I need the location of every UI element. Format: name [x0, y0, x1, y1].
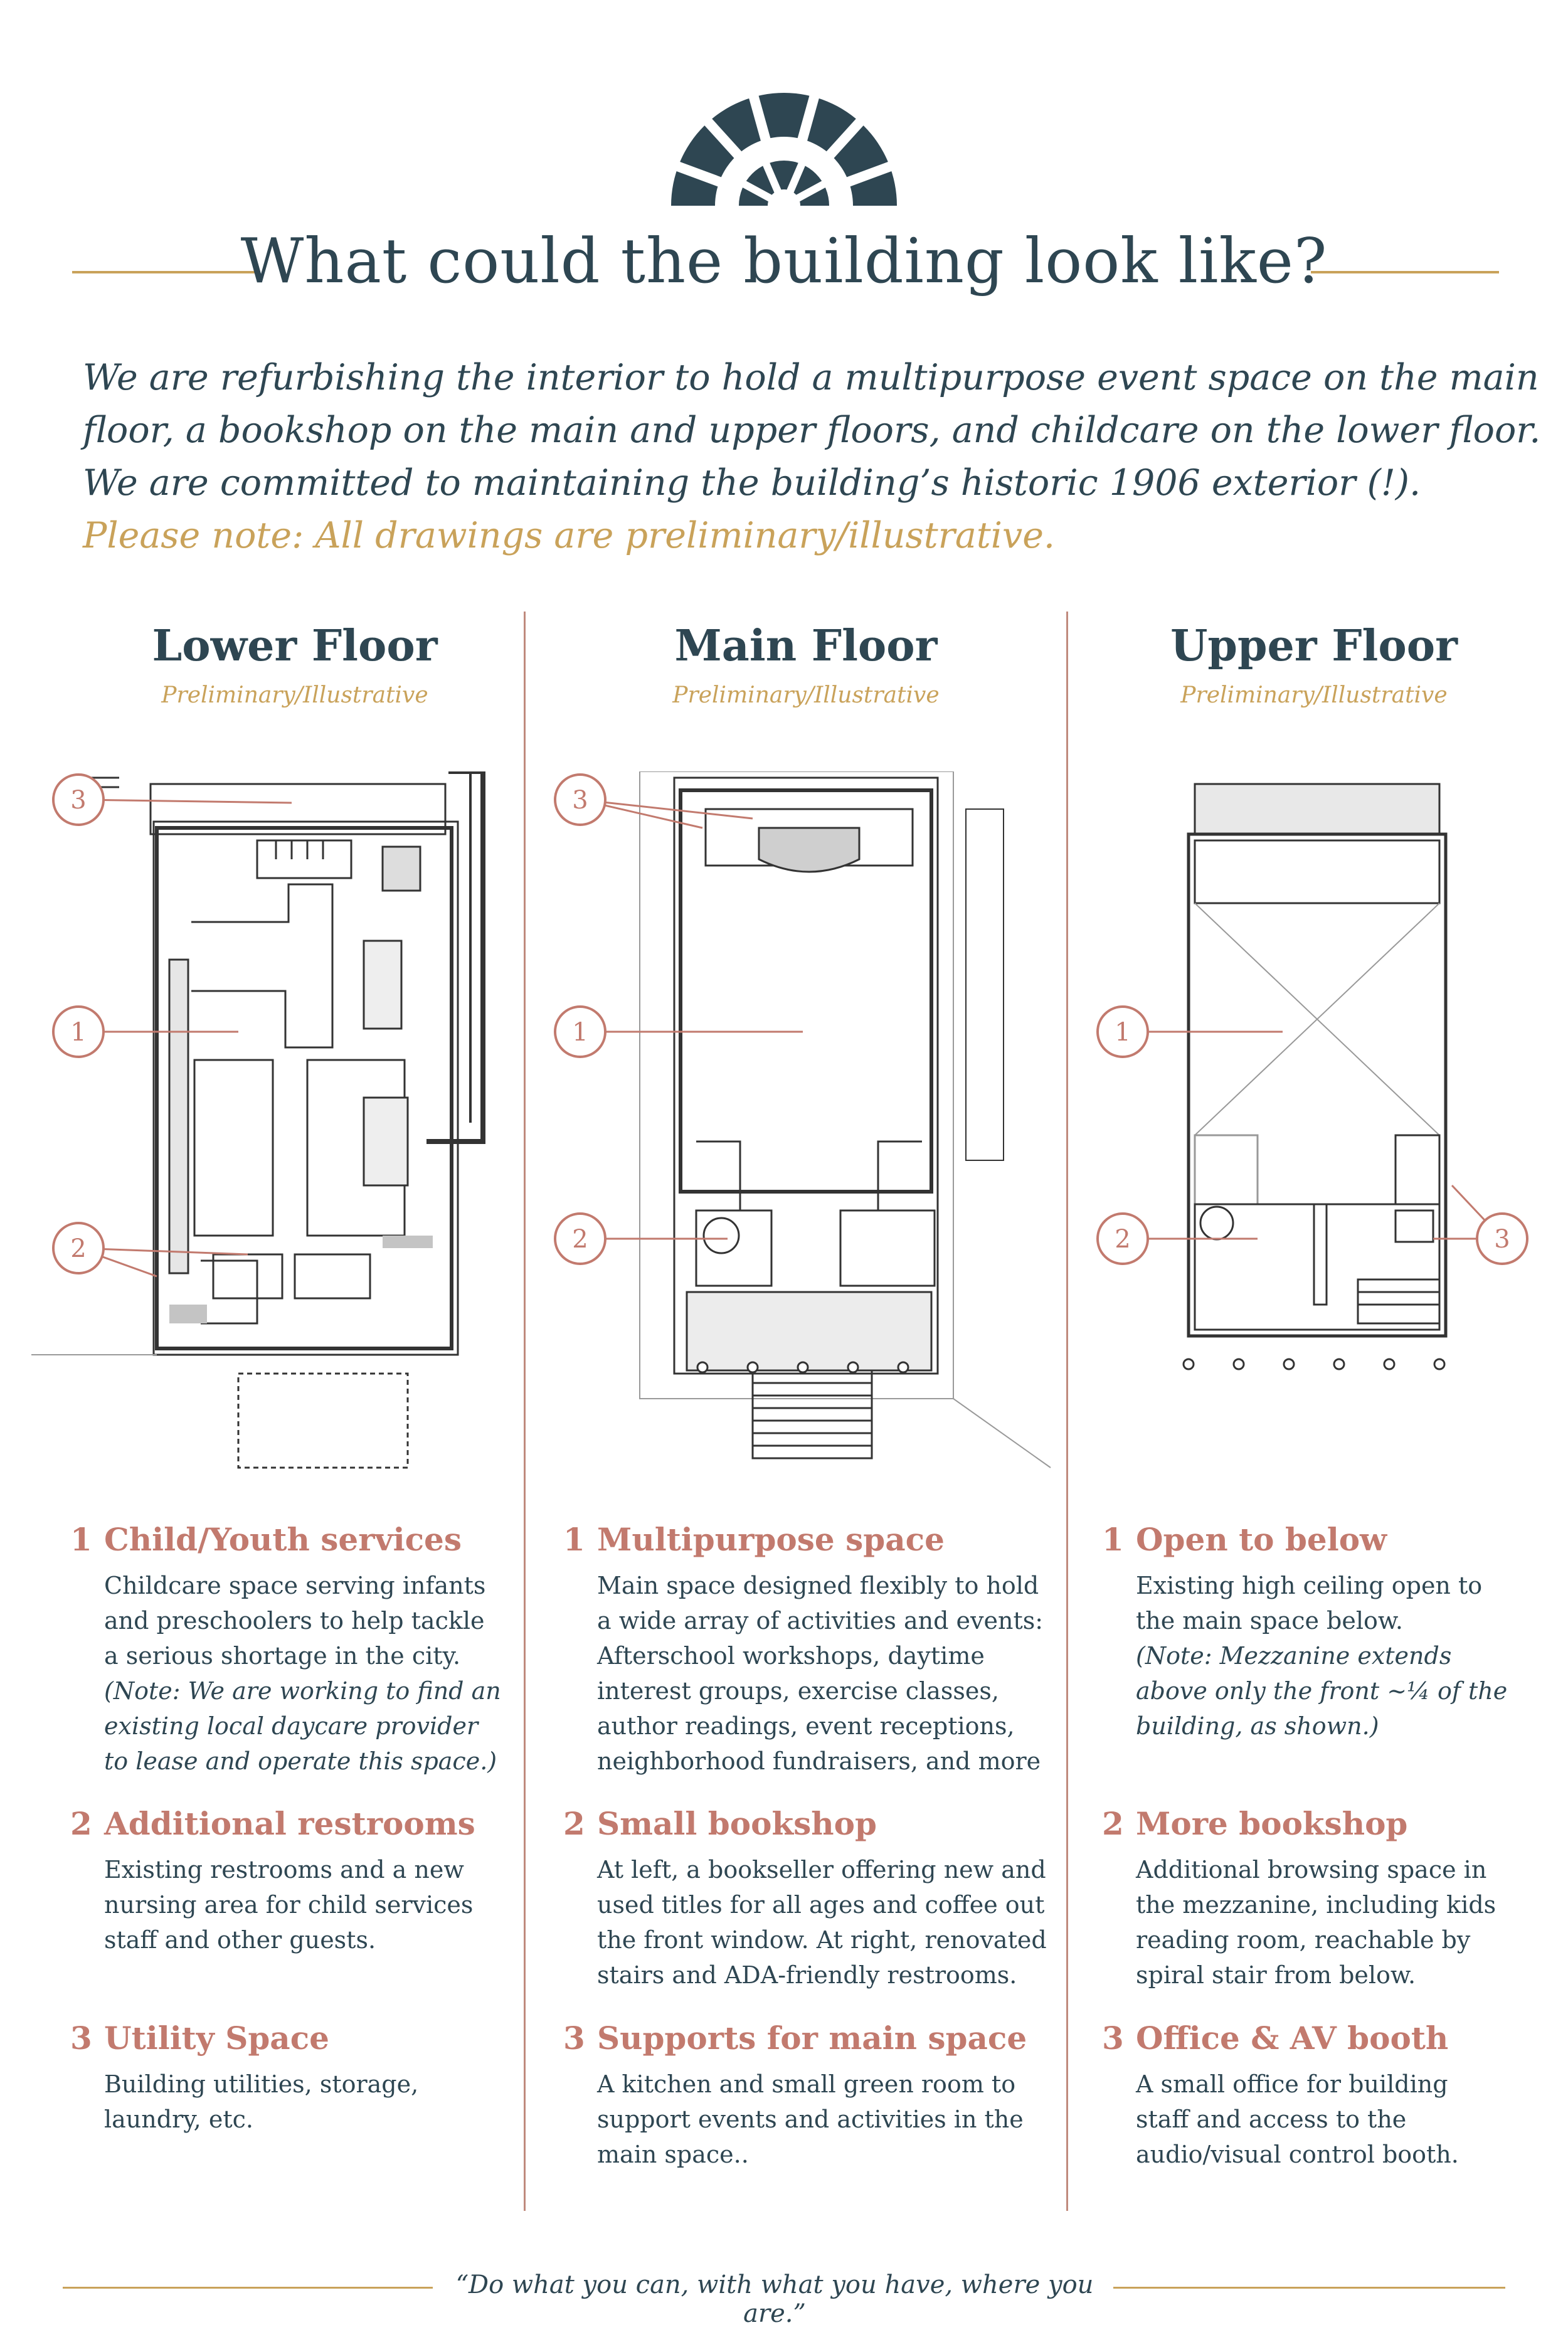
- column-subtitle: Preliminary/Illustrative: [161, 682, 428, 708]
- main-item-1: [563, 1521, 1059, 1779]
- item-text-line: staff and other guests.: [104, 1926, 376, 1954]
- item-note-line: to lease and operate this space.): [104, 1747, 497, 1775]
- item-text-line: a serious shortage in the city.: [104, 1642, 461, 1670]
- item-text-line: audio/visual control booth.: [1136, 2141, 1459, 2168]
- item-number: 1: [563, 1521, 585, 1558]
- item-text-line: and preschoolers to help tackle: [104, 1607, 485, 1634]
- item-text-line: used titles for all ages and coffee out: [597, 1891, 1045, 1919]
- item-number: 1: [70, 1521, 92, 1558]
- item-text-line: a wide array of activities and events:: [597, 1607, 1044, 1634]
- callout-label: 3: [70, 786, 87, 815]
- upper-floor-callouts: [1094, 1004, 1540, 1267]
- lower-floor-callouts: [50, 768, 314, 1289]
- lower-item-3: [70, 2020, 547, 2137]
- upper-item-3: [1102, 2020, 1554, 2172]
- item-number: 3: [70, 2020, 92, 2057]
- item-number: 2: [563, 1805, 585, 1842]
- item-note-line: existing local daycare provider: [104, 1712, 479, 1740]
- preliminary-note: Please note: All drawings are preliminary/illustrative.: [83, 515, 1056, 556]
- item-title: More bookshop: [1136, 1805, 1408, 1842]
- intro-line: floor, a bookshop on the main and upper floors, and childcare on the lower floor.: [83, 410, 1541, 451]
- item-title: Child/Youth services: [104, 1521, 462, 1558]
- item-text-line: Building utilities, storage,: [104, 2070, 419, 2098]
- quote-rule-right: [1113, 2287, 1505, 2289]
- item-note-line: (Note: Mezzanine extends: [1136, 1642, 1452, 1670]
- item-text-line: Additional browsing space in: [1136, 1856, 1487, 1883]
- item-note-line: above only the front ~¼ of the: [1136, 1677, 1508, 1705]
- callout-label: 2: [70, 1234, 87, 1263]
- item-text-line: the main space below.: [1136, 1607, 1403, 1634]
- intro-paragraph: [83, 351, 1541, 562]
- item-text-line: nursing area for child services: [104, 1891, 474, 1919]
- intro-line: We are committed to maintaining the building’s historic 1906 exterior (!).: [83, 462, 1421, 504]
- item-text-line: author readings, event receptions,: [597, 1712, 1015, 1740]
- item-title: Small bookshop: [597, 1805, 877, 1842]
- item-text-line: A kitchen and small green room to: [597, 2070, 1016, 2098]
- item-title: Multipurpose space: [597, 1521, 945, 1558]
- item-text-line: Existing restrooms and a new: [104, 1856, 464, 1883]
- item-text-line: Childcare space serving infants: [104, 1572, 486, 1599]
- callout-label: 1: [1115, 1018, 1131, 1047]
- callout-label: 2: [1115, 1225, 1131, 1254]
- upper-item-1: [1102, 1521, 1554, 1744]
- fanlight-logo-icon: [665, 88, 903, 207]
- item-text-line: A small office for building: [1136, 2070, 1448, 2098]
- item-text-line: the mezzanine, including kids: [1136, 1891, 1496, 1919]
- page-title: What could the building look like?: [240, 226, 1328, 297]
- item-title: Open to below: [1136, 1521, 1387, 1558]
- intro-line: We are refurbishing the interior to hold a multipurpose event space on the main: [83, 357, 1539, 398]
- item-title: Office & AV booth: [1136, 2020, 1449, 2057]
- item-text-line: Main space designed flexibly to hold: [597, 1572, 1039, 1599]
- main-item-2: [563, 1805, 1059, 1993]
- item-text-line: support events and activities in the: [597, 2106, 1024, 2133]
- lower-floor-header: [44, 621, 546, 708]
- footer-quote: “Do what you can, with what you have, where you are.”: [455, 2270, 1094, 2328]
- item-number: 2: [1102, 1805, 1124, 1842]
- main-floor-callouts: [552, 768, 815, 1289]
- item-text-line: laundry, etc.: [104, 2106, 253, 2133]
- callout-label: 3: [572, 786, 588, 815]
- callout-label: 1: [70, 1018, 87, 1047]
- item-title: Utility Space: [104, 2020, 329, 2057]
- upper-floor-header: [1063, 621, 1565, 708]
- item-text-line: staff and access to the: [1136, 2106, 1407, 2133]
- item-number: 3: [1102, 2020, 1124, 2057]
- item-number: 1: [1102, 1521, 1124, 1558]
- item-number: 2: [70, 1805, 92, 1842]
- main-floor-header: [555, 621, 1057, 708]
- item-text-line: reading room, reachable by: [1136, 1926, 1471, 1954]
- main-item-3: [563, 2020, 1059, 2172]
- callout-label: 3: [1494, 1225, 1510, 1254]
- callout-label: 2: [572, 1225, 588, 1254]
- item-note-line: building, as shown.): [1136, 1712, 1379, 1740]
- item-text-line: interest groups, exercise classes,: [597, 1677, 999, 1705]
- item-text-line: stairs and ADA-friendly restrooms.: [597, 1961, 1017, 1989]
- item-text-line: spiral stair from below.: [1136, 1961, 1416, 1989]
- quote-rule-left: [63, 2287, 433, 2289]
- item-number: 3: [563, 2020, 585, 2057]
- lower-item-2: [70, 1805, 547, 1957]
- item-note-line: (Note: We are working to find an: [104, 1677, 501, 1705]
- callout-label: 1: [572, 1018, 588, 1047]
- item-text-line: neighborhood fundraisers, and more: [597, 1747, 1041, 1775]
- item-text-line: At left, a bookseller offering new and: [597, 1856, 1046, 1883]
- item-title: Supports for main space: [597, 2020, 1027, 2057]
- item-text-line: Existing high ceiling open to: [1136, 1572, 1483, 1599]
- upper-item-2: [1102, 1805, 1554, 1993]
- column-subtitle: Preliminary/Illustrative: [1180, 682, 1448, 708]
- item-text-line: the front window. At right, renovated: [597, 1926, 1047, 1954]
- item-text-line: main space..: [597, 2141, 749, 2168]
- column-subtitle: Preliminary/Illustrative: [672, 682, 940, 708]
- column-title: Upper Floor: [1170, 621, 1458, 671]
- column-title: Lower Floor: [152, 621, 438, 671]
- lower-item-1: [70, 1521, 547, 1779]
- column-title: Main Floor: [674, 621, 938, 671]
- item-title: Additional restrooms: [104, 1805, 475, 1842]
- item-text-line: Afterschool workshops, daytime: [597, 1642, 985, 1670]
